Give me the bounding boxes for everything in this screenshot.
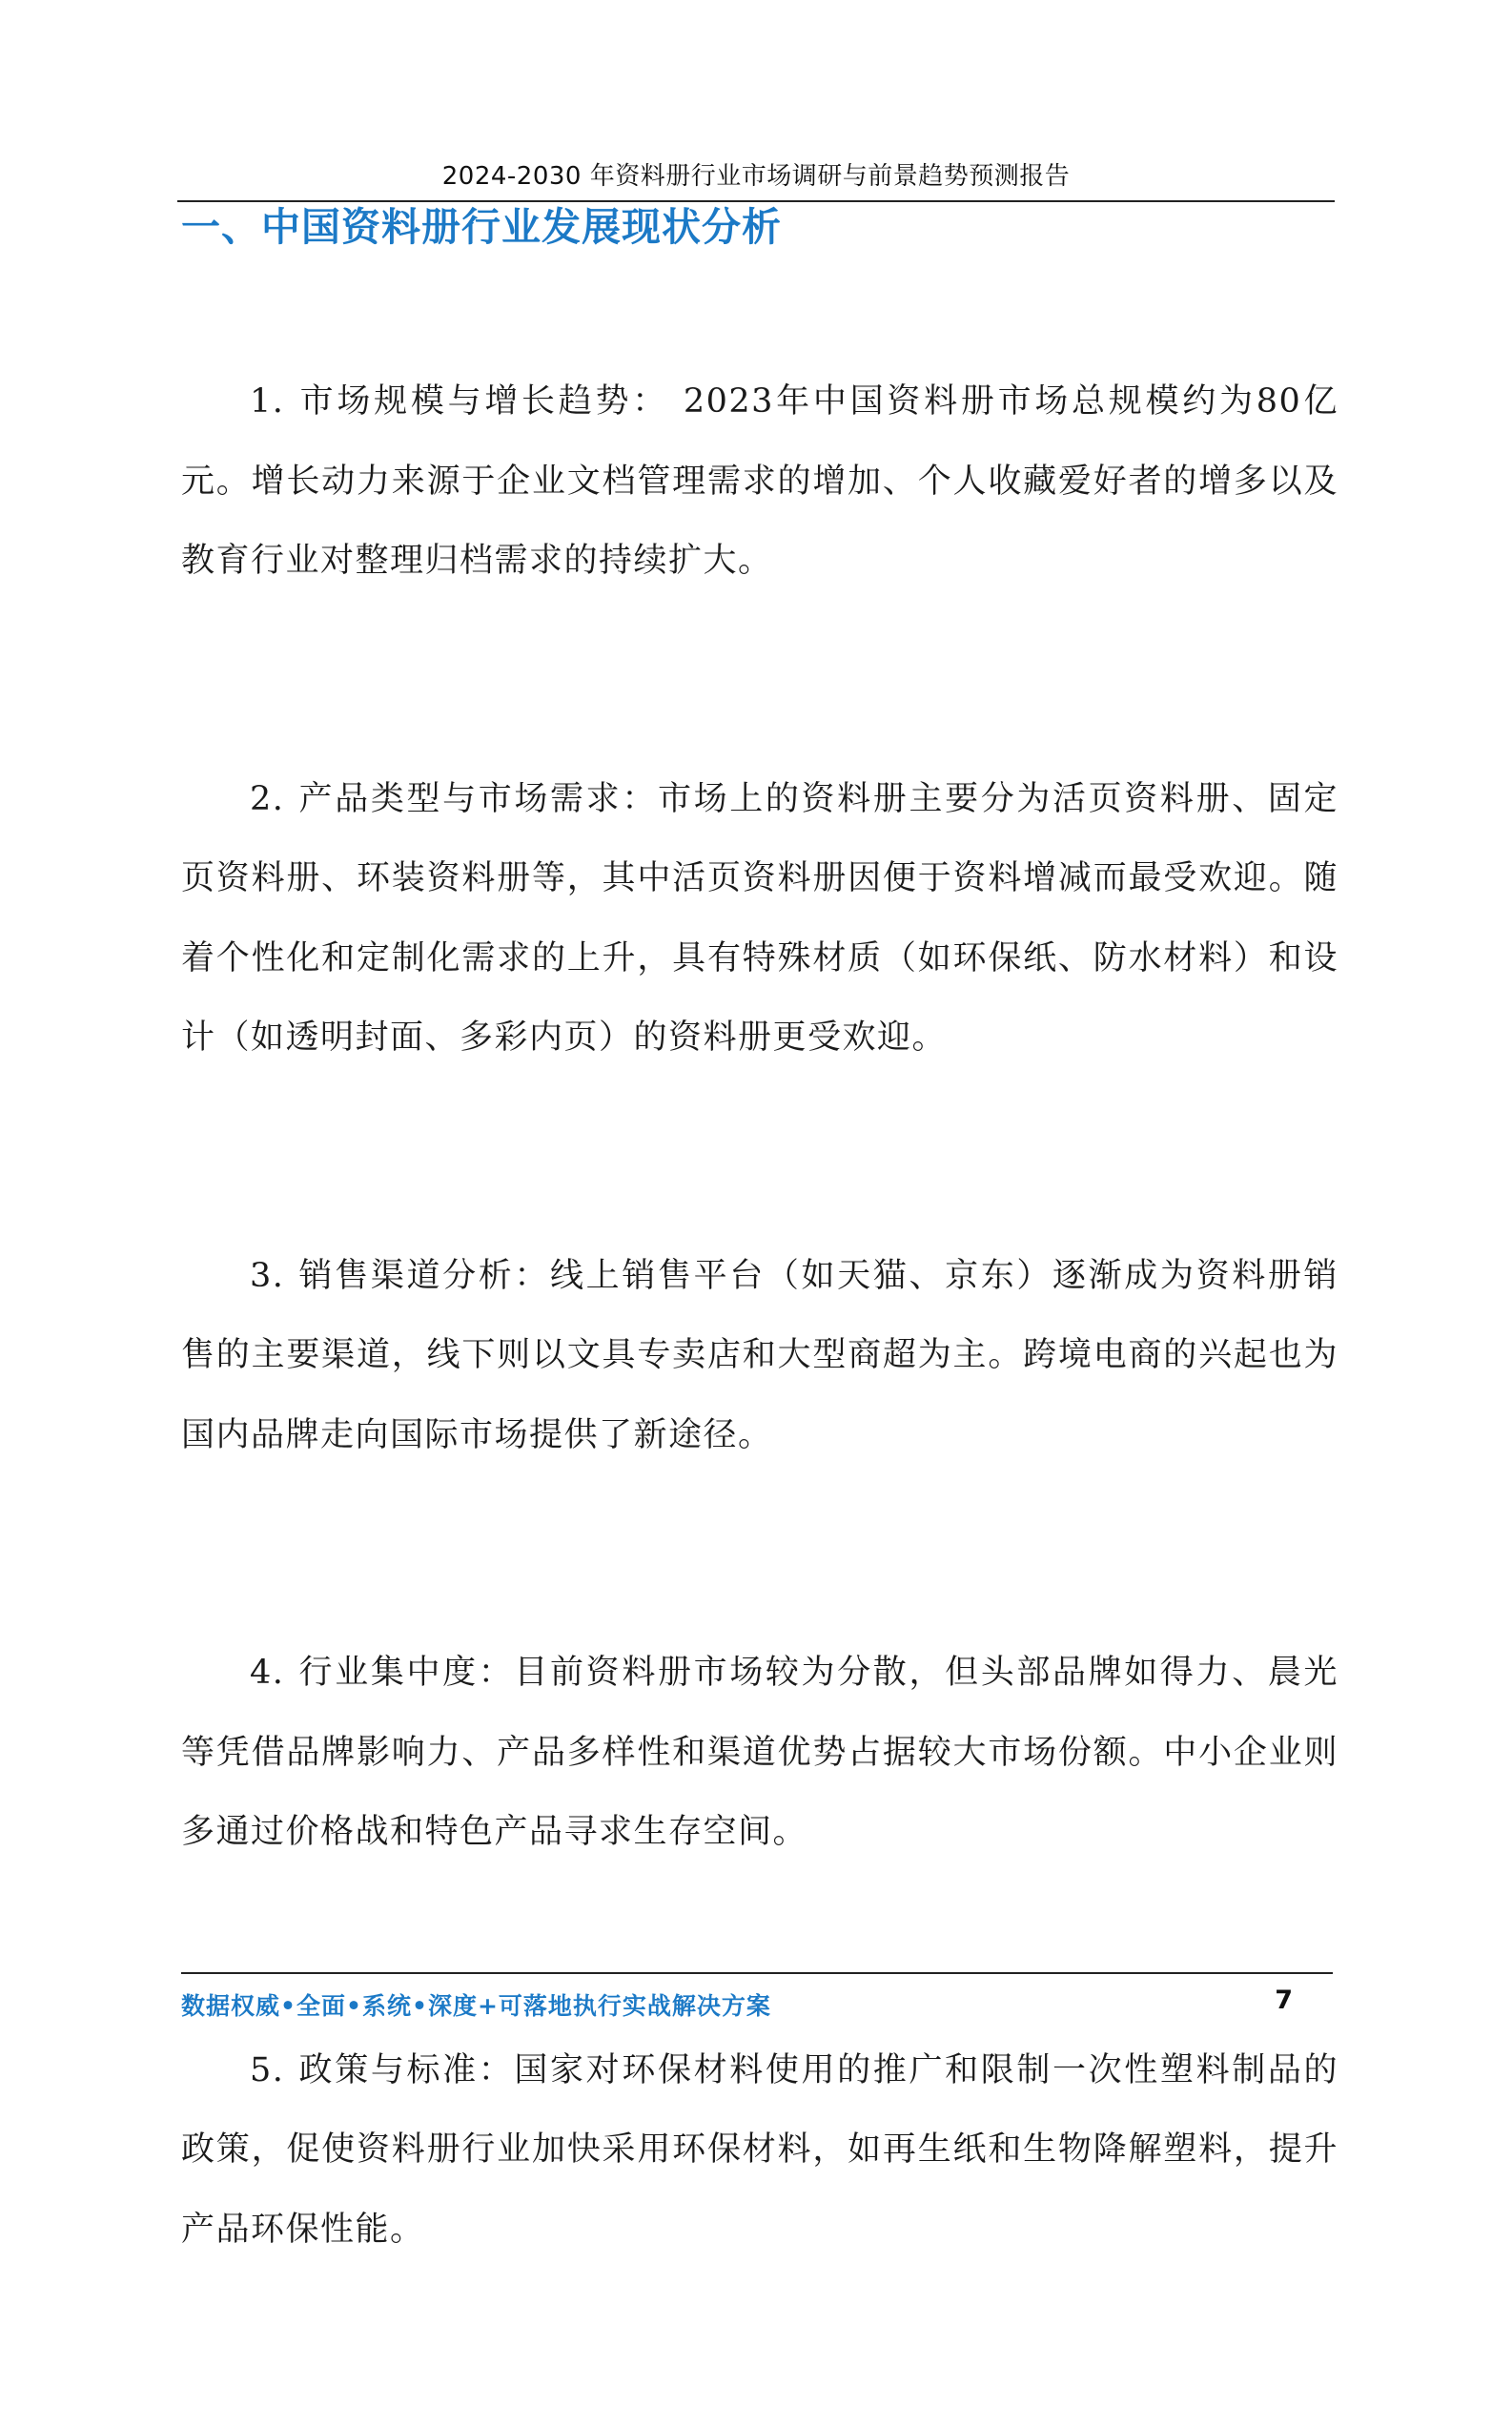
paragraph-text: 行业集中度：目前资料册市场较为分散，但头部品牌如得力、晨光等凭借品牌影响力、产品多样性和渠道优势占据较大市场份额。中小企业则多通过价格战和特色产品寻求生存空间。 <box>181 1654 1338 1851</box>
paragraph-number: 2. <box>250 779 285 818</box>
paragraph-text: 市场规模与增长趋势： 2023年中国资料册市场总规模约为80亿元。增长动力来源于企业文档管理需求的增加、个人收藏爱好者的增多以及教育行业对整理归档需求的持续扩大。 <box>181 382 1338 580</box>
paragraph-text: 政策与标准：国家对环保材料使用的推广和限制一次性塑料制品的政策，促使资料册行业加快采用环保材料，如再生纸和生物降解塑料，提升产品环保性能。 <box>181 2050 1338 2249</box>
paragraph-number: 3. <box>250 1256 285 1295</box>
section-heading: 一、中国资料册行业发展现状分析 <box>181 204 782 250</box>
report-title: 2024-2030 年资料册行业市场调研与前景趋势预测报告 <box>441 162 1071 191</box>
page-header <box>177 153 1335 202</box>
paragraph-market-size <box>181 362 1338 602</box>
paragraph-policy <box>181 2031 1338 2271</box>
page-footer <box>181 1972 1333 2031</box>
paragraph-number: 4. <box>250 1654 285 1692</box>
paragraph-product-types <box>181 760 1338 1079</box>
footer-slogan: 数据权威•全面•系统•深度+可落地执行实战解决方案 <box>181 1992 771 2020</box>
paragraph-concentration <box>181 1634 1338 1873</box>
paragraph-sales-channels <box>181 1237 1338 1476</box>
report-body <box>181 362 1338 2428</box>
paragraph-text: 产品类型与市场需求：市场上的资料册主要分为活页资料册、固定页资料册、环装资料册等，其中活页资料册因便于资料增减而最受欢迎。随着个性化和定制化需求的上升，具有特殊材质（如环保纸、防水材料）和设计（如透明封面、多彩内页）的资料册更受欢迎。 <box>181 779 1338 1057</box>
page-number: 7 <box>1275 1986 1293 2015</box>
paragraph-number: 1. <box>250 382 285 421</box>
paragraph-text: 销售渠道分析：线上销售平台（如天猫、京东）逐渐成为资料册销售的主要渠道，线下则以文具专卖店和大型商超为主。跨境电商的兴起也为国内品牌走向国际市场提供了新途径。 <box>181 1256 1338 1454</box>
paragraph-number: 5. <box>250 2050 285 2089</box>
